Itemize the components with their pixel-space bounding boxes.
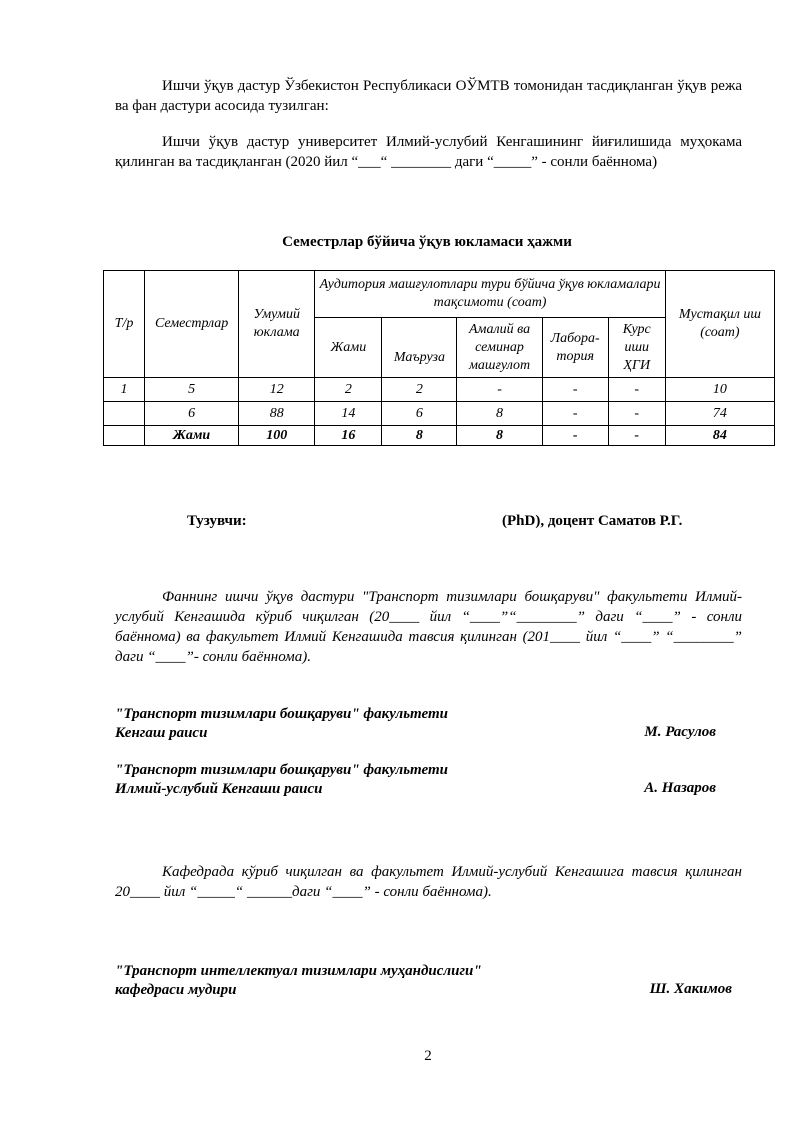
faculty-approval-paragraph: Фаннинг ишчи ўқув дастури "Транспорт тизимлари бошқаруви" факультети Илмий-услубий Кенгашида кўриб чиқилган (20____ йил “____”“________” даги “____” - сонли баённома) ва факультет Илмий Кенгашида тавсия қилинган (201____ йил “____” “________” даги “____”- сонли баённома). — [115, 589, 742, 665]
cell-lecture: 2 — [382, 378, 457, 402]
cell-sum: 14 — [315, 402, 382, 426]
department-head-line-2: кафедраси мудири — [115, 982, 237, 998]
cell-lab: - — [542, 426, 608, 446]
cell-sum: 16 — [315, 426, 382, 446]
header-total-load: Умумий юклама — [239, 271, 315, 378]
signature-block-2-title — [115, 761, 448, 799]
cell-total: 100 — [239, 426, 315, 446]
table-row — [104, 402, 775, 426]
header-auditory-group: Аудитория машғулотлари тури бўйича ўқув юкламалари тақсимоти (соат) — [315, 271, 666, 318]
study-load-table — [103, 270, 775, 446]
cell-independent: 84 — [665, 426, 774, 446]
department-head-line-1: "Транспорт интеллектуал тизимлари муҳандислиги" — [115, 963, 482, 979]
cell-total: 88 — [239, 402, 315, 426]
header-lab: Лабора-тория — [542, 318, 608, 378]
header-tp: Т/р — [104, 271, 145, 378]
cell-independent: 10 — [665, 378, 774, 402]
header-semesters: Семестрлар — [145, 271, 239, 378]
cell-lab: - — [542, 378, 608, 402]
intro-paragraph-1: Ишчи ўқув дастур Ўзбекистон Республикаси ОЎМТВ томонидан тасдиқланган ўқув режа ва фан дастури асосида тузилган: — [115, 78, 742, 114]
cell-practical: - — [457, 378, 542, 402]
page-number: 2 — [424, 1048, 432, 1064]
cell-course: - — [608, 402, 665, 426]
signature-1-line-1: "Транспорт тизимлари бошқаруви" факультети — [115, 706, 448, 722]
signature-2-name: А. Назаров — [644, 780, 716, 796]
department-approval-paragraph: Кафедрада кўриб чиқилган ва факультет Илмий-услубий Кенгашига тавсия қилинган 20____ йил “_____“ ______даги “____” - сонли баённома). — [115, 864, 742, 900]
cell-sum: 2 — [315, 378, 382, 402]
cell-practical: 8 — [457, 402, 542, 426]
cell-tp — [104, 426, 145, 446]
signature-2-line-2: Илмий-услубий Кенгаши раиси — [115, 781, 323, 797]
cell-lecture: 8 — [382, 426, 457, 446]
signature-1-line-2: Кенгаш раиси — [115, 725, 208, 741]
table-title: Семестрлар бўйича ўқув юкламаси ҳажми — [282, 234, 572, 250]
cell-semester: Жами — [145, 426, 239, 446]
signature-2-line-1: "Транспорт тизимлари бошқаруви" факультети — [115, 762, 448, 778]
cell-total: 12 — [239, 378, 315, 402]
author-name: (PhD), доцент Саматов Р.Г. — [502, 513, 683, 529]
cell-semester: 5 — [145, 378, 239, 402]
table-total-row — [104, 426, 775, 446]
header-practical: Амалий ва семинар машғулот — [457, 318, 542, 378]
signature-1-name: М. Расулов — [644, 724, 716, 740]
cell-practical: 8 — [457, 426, 542, 446]
cell-lab: - — [542, 402, 608, 426]
cell-independent: 74 — [665, 402, 774, 426]
cell-course: - — [608, 426, 665, 446]
header-sum: Жами — [315, 318, 382, 378]
intro-paragraph-2: Ишчи ўқув дастур университет Илмий-услубий Кенгашининг йиғилишида муҳокама қилинган ва тасдиқланган (2020 йил “___“ ________ даги “_____” - сонли баённома) — [115, 134, 742, 170]
cell-lecture: 6 — [382, 402, 457, 426]
cell-course: - — [608, 378, 665, 402]
department-head-title — [115, 962, 482, 1000]
header-lecture: Маъруза — [382, 318, 457, 378]
signature-block-1-title — [115, 705, 448, 743]
author-label: Тузувчи: — [187, 513, 247, 529]
table-row — [104, 378, 775, 402]
cell-tp: 1 — [104, 378, 145, 402]
header-independent: Мустақил иш (соат) — [665, 271, 774, 378]
cell-semester: 6 — [145, 402, 239, 426]
header-course: Курс иши ҲГИ — [608, 318, 665, 378]
cell-tp — [104, 402, 145, 426]
department-head-name: Ш. Хакимов — [649, 981, 732, 997]
